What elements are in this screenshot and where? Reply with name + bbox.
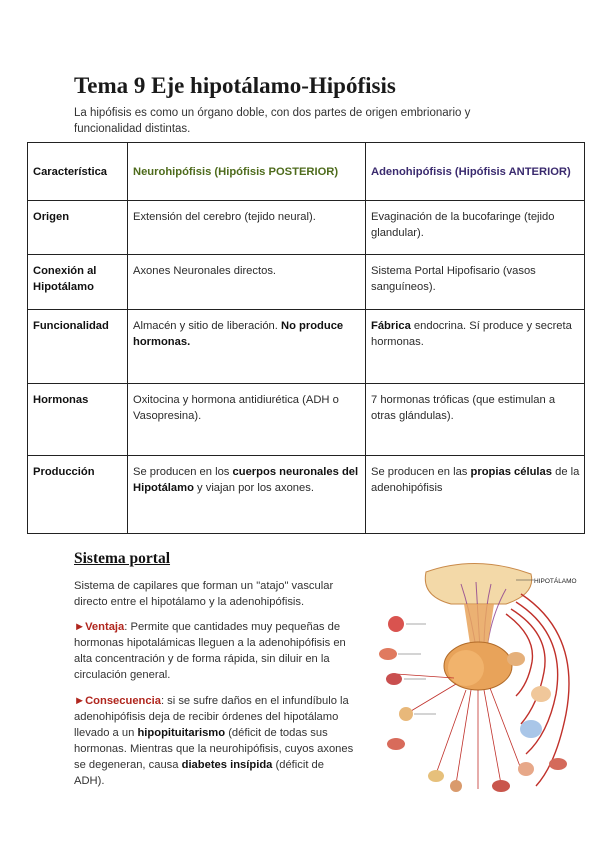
hormone-lines <box>396 674 521 789</box>
table-row <box>28 384 585 456</box>
advantage-label: Ventaja <box>85 621 125 633</box>
organ-icon <box>379 648 397 660</box>
cell-text: Se producen en los <box>133 466 233 478</box>
cell-text: Almacén y sitio de liberación. <box>133 320 281 332</box>
illustration-svg <box>366 554 584 804</box>
cell-bold-text: propias células <box>470 466 552 478</box>
organ-icon <box>386 673 402 685</box>
cell-bold-text: Fábrica <box>371 320 411 332</box>
neuro-cell: Axones Neuronales directos. <box>128 255 366 310</box>
comparison-table <box>27 142 585 534</box>
table-row <box>28 310 585 384</box>
organ-icon <box>388 616 404 632</box>
organ-icon <box>387 738 405 750</box>
header-adenohypophysis: Adenohipófisis (Hipófisis ANTERIOR) <box>366 143 585 201</box>
organ-icon <box>450 780 462 792</box>
advantage-text: : Permite que cantidades muy pequeñas de hormonas hipotalámicas lleguen a la adenohipófisis en alta concentración y de forma rápida, sin diluir en la circulación general. <box>74 621 346 681</box>
cell-text: de la adenohipófisis <box>371 466 580 494</box>
table-row <box>28 456 585 534</box>
advantage-paragraph <box>74 619 356 683</box>
organ-icon <box>520 720 542 738</box>
organ-icon <box>492 780 510 792</box>
organ-icon <box>518 762 534 776</box>
adeno-cell: Sistema Portal Hipofisario (vasos sanguíneos). <box>366 255 585 310</box>
bullet-marker-icon: ► <box>74 695 86 707</box>
bullet-marker-icon: ► <box>74 621 86 633</box>
row-label: Origen <box>28 201 128 255</box>
organ-icon <box>428 770 444 782</box>
cell-text: endocrina. Sí produce y secreta hormonas. <box>371 320 572 348</box>
neuro-cell <box>128 456 366 534</box>
organ-icon <box>531 686 551 702</box>
table-row <box>28 201 585 255</box>
adeno-cell: Evaginación de la bucofaringe (tejido glandular). <box>366 201 585 255</box>
row-label: Funcionalidad <box>28 310 128 384</box>
anterior-lobe-shape <box>448 650 484 686</box>
cell-bold-text: cuerpos neuronales del Hipotálamo <box>133 466 359 494</box>
header-characteristic: Característica <box>28 143 128 201</box>
neuro-cell: Oxitocina y hormona antidiurética (ADH o Vasopresina). <box>128 384 366 456</box>
figure-label: HIPOTÁLAMO <box>534 578 577 585</box>
portal-definition: Sistema de capilares que forman un "atajo" vascular directo entre el hipotálamo y la adenohipófisis. <box>74 580 334 608</box>
page-title: Tema 9 Eje hipotálamo-Hipófisis <box>74 73 396 98</box>
consequence-text: (déficit de todas sus hormonas. Mientras que la neurohipófisis, cuyos axones se degeneran, causa <box>74 727 354 771</box>
cell-bold-text: No produce hormonas. <box>133 320 344 348</box>
cell-text: y viajan por los axones. <box>193 482 314 494</box>
organ-icon <box>549 758 567 770</box>
adeno-cell <box>366 456 585 534</box>
cell-text: Se producen en las <box>371 466 471 478</box>
consequence-paragraph <box>74 693 356 789</box>
hypothalamus-pituitary-illustration <box>366 554 584 804</box>
consequence-text: (déficit de ADH). <box>74 759 325 787</box>
label-marks <box>398 624 436 714</box>
intro-paragraph: La hipófisis es como un órgano doble, con dos partes de origen embrionario y funcionalidad distintas. <box>74 107 471 135</box>
infundibulum-shape <box>464 604 494 644</box>
row-label: Conexión al Hipotálamo <box>28 255 128 310</box>
table-row <box>28 255 585 310</box>
section-title: Sistema portal <box>74 550 171 567</box>
table-header-row <box>28 143 585 201</box>
adeno-cell: 7 hormonas tróficas (que estimulan a otras glándulas). <box>366 384 585 456</box>
consequence-label: Consecuencia <box>85 695 161 707</box>
neuro-cell: Extensión del cerebro (tejido neural). <box>128 201 366 255</box>
hypothalamus-shape <box>425 563 531 604</box>
neuro-cell <box>128 310 366 384</box>
diabetes-insipidus-term: diabetes insípida <box>181 759 273 771</box>
row-label: Producción <box>28 456 128 534</box>
consequence-text: : si se sufre daños en el infundíbulo la adenohipófisis deja de recibir órdenes del hipotálamo llevado a un <box>74 695 349 739</box>
adeno-cell <box>366 310 585 384</box>
organ-icon <box>399 707 413 721</box>
header-neurohypophysis: Neurohipófisis (Hipófisis POSTERIOR) <box>128 143 366 201</box>
organ-icon <box>507 652 525 666</box>
row-label: Hormonas <box>28 384 128 456</box>
hypopituitarism-term: hipopituitarismo <box>137 727 226 739</box>
